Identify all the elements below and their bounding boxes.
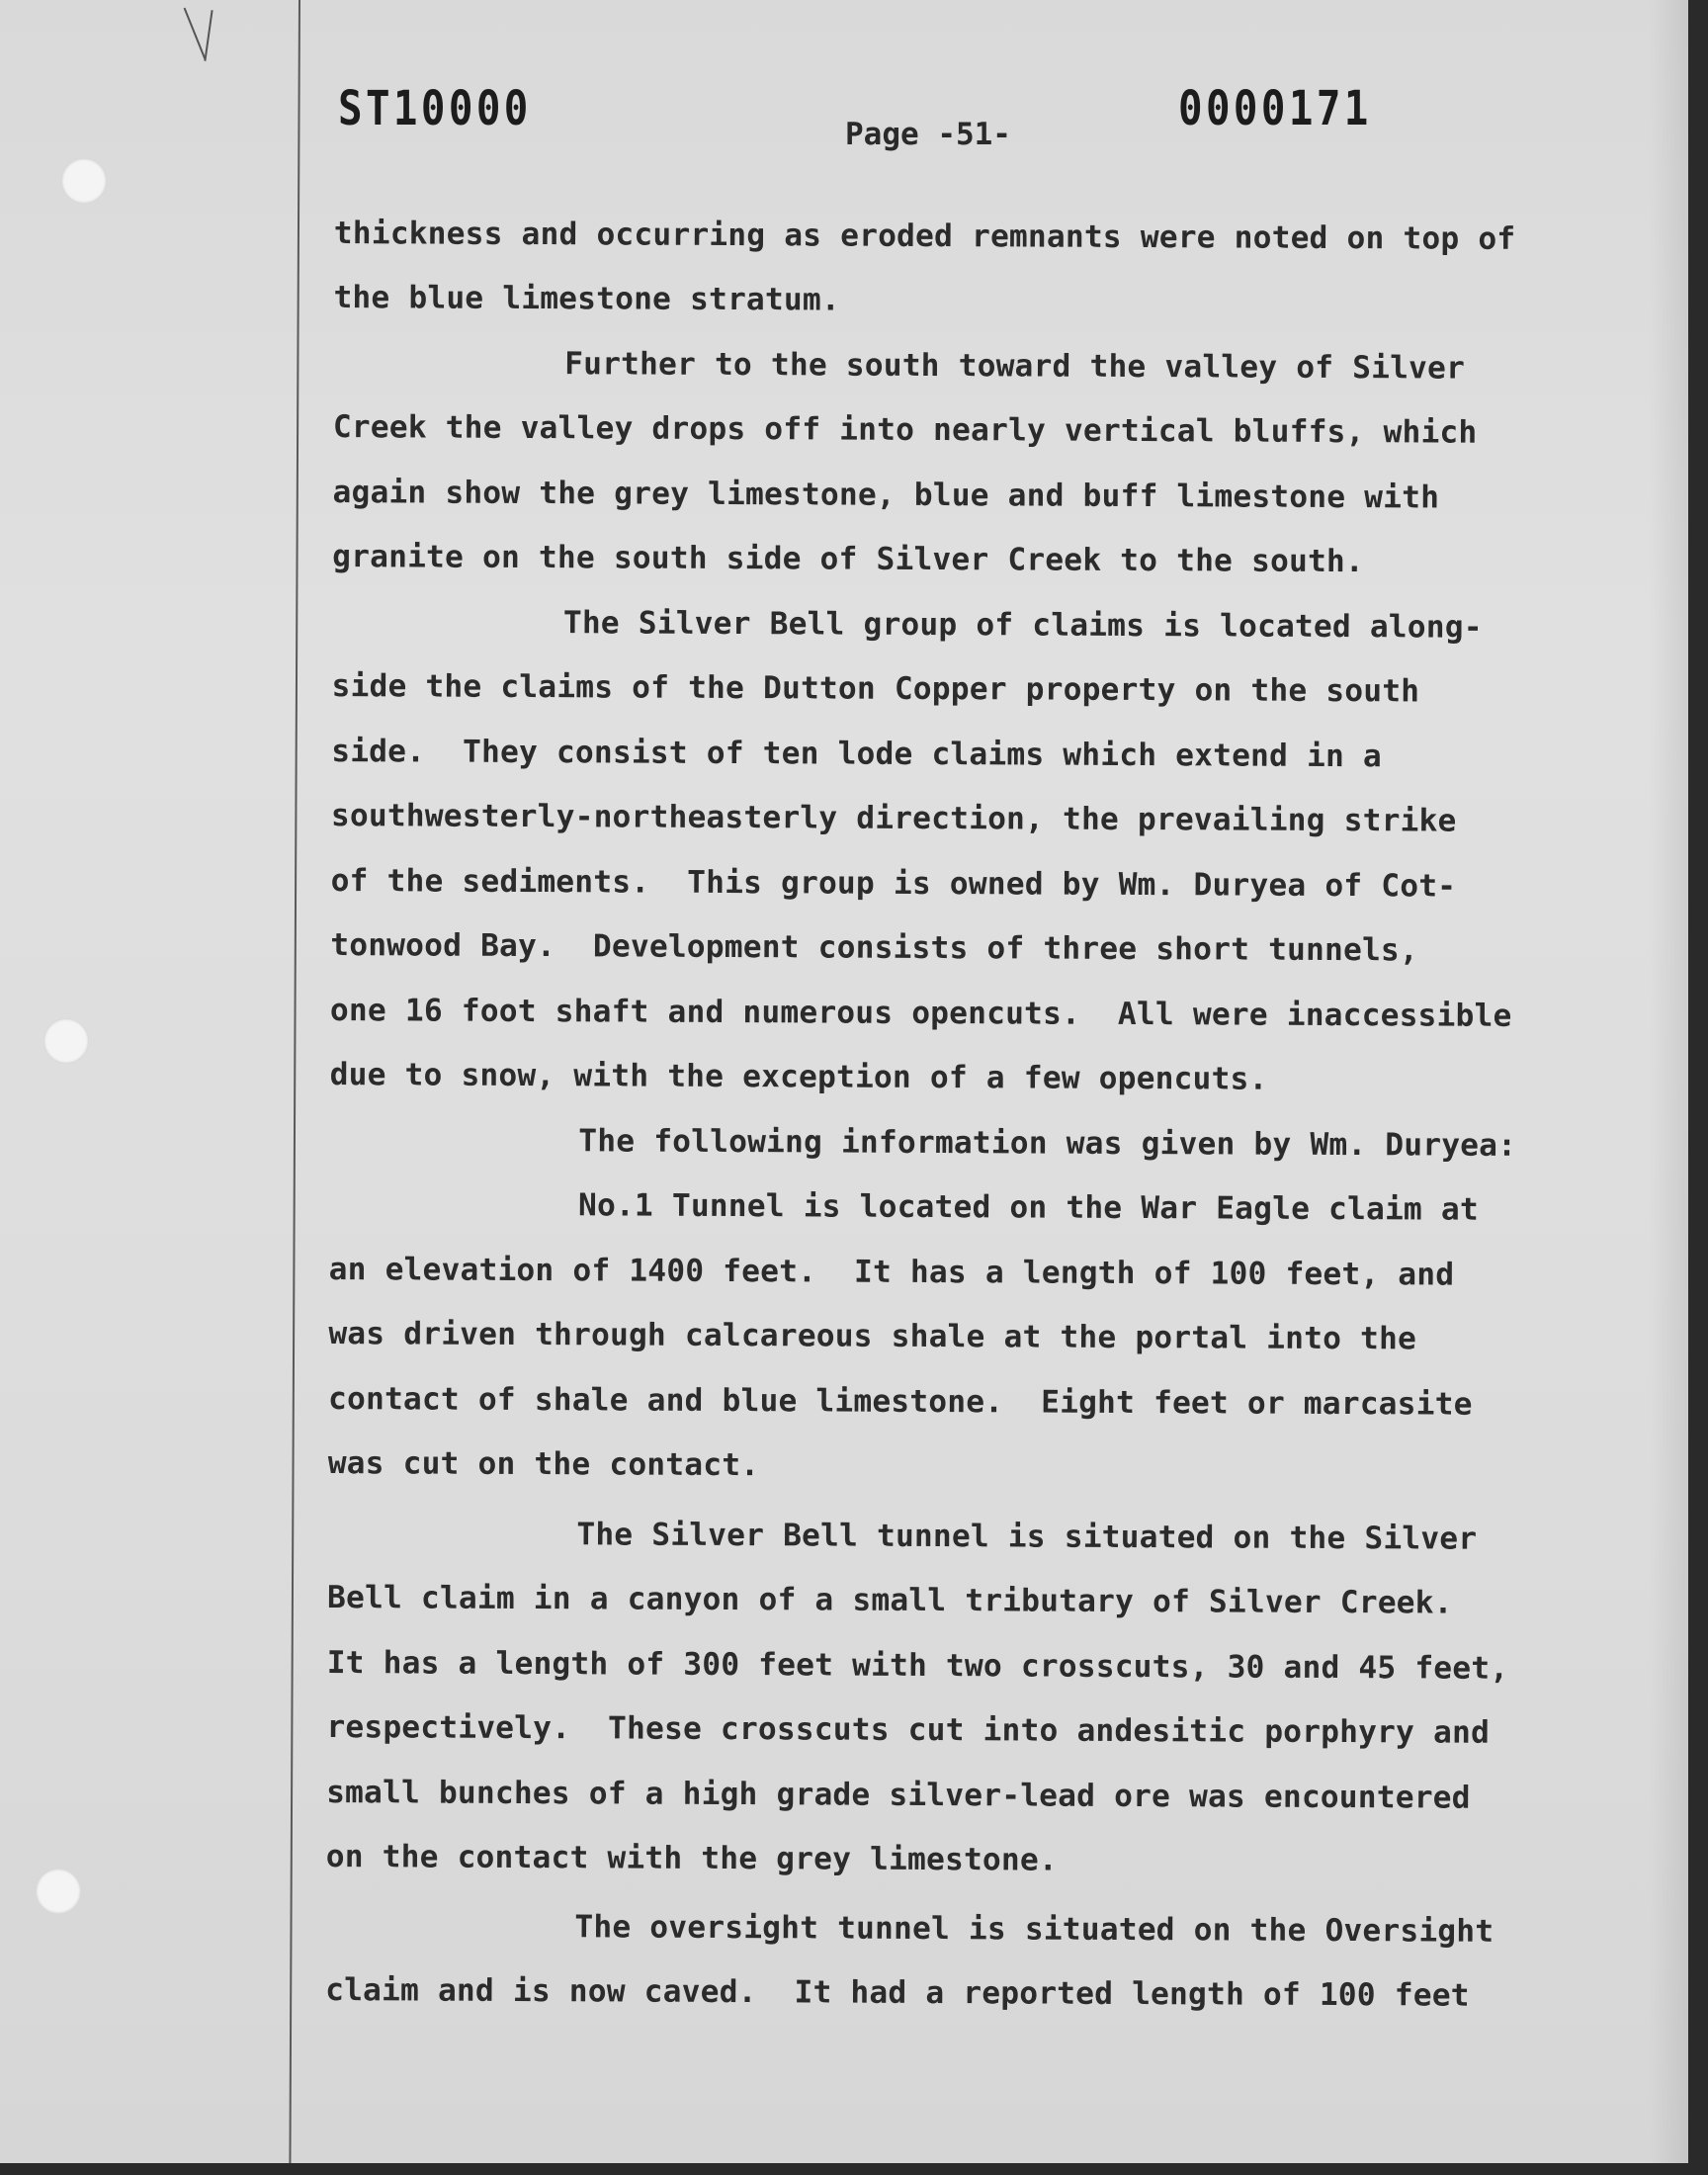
- text-line: was driven through calcareous shale at the portal into the: [328, 1316, 1417, 1357]
- text-line: side. They consist of ten lode claims which extend in a: [331, 734, 1383, 775]
- text-line: The following information was given by Wm. Duryea:: [578, 1123, 1517, 1164]
- text-line: The oversight tunnel is situated on the Oversight: [574, 1909, 1494, 1950]
- text-line: claim and is now caved. It had a reported length of 100 feet: [325, 1972, 1470, 2014]
- document-number-stamp-left: ST10000: [338, 81, 532, 136]
- text-line: was cut on the contact.: [327, 1445, 760, 1484]
- text-line: granite on the south side of Silver Creek to the south.: [332, 539, 1365, 580]
- text-line: thickness and occurring as eroded remnants were noted on top of: [333, 216, 1516, 257]
- text-line: the blue limestone stratum.: [333, 280, 840, 318]
- text-line: No.1 Tunnel is located on the War Eagle claim at: [577, 1187, 1479, 1228]
- text-line: It has a length of 300 feet with two crosscuts, 30 and 45 feet,: [326, 1645, 1509, 1687]
- text-line: an elevation of 1400 feet. It has a length of 100 feet, and: [328, 1252, 1455, 1293]
- document-number-stamp-right: 0000171: [1178, 81, 1372, 136]
- text-line: Bell claim in a canyon of a small tributary of Silver Creek.: [326, 1580, 1453, 1621]
- text-line: tonwood Bay. Development consists of three short tunnels,: [330, 927, 1419, 969]
- text-line: southwesterly-northeasterly direction, the prevailing strike: [330, 798, 1457, 839]
- text-line: one 16 foot shaft and numerous opencuts. All were inaccessible: [329, 993, 1512, 1034]
- text-line: Creek the valley drops off into nearly vertical bluffs, which: [332, 409, 1478, 451]
- text-line: on the contact with the grey limestone.: [325, 1839, 1058, 1878]
- text-line: again show the grey limestone, blue and buff limestone with: [332, 475, 1440, 516]
- text-line: Further to the south toward the valley of Silver: [564, 346, 1466, 387]
- text-line: The Silver Bell group of claims is located along-: [562, 605, 1483, 646]
- text-line: The Silver Bell tunnel is situated on the Silver: [576, 1517, 1478, 1557]
- text-line: contact of shale and blue limestone. Eight feet or marcasite: [327, 1381, 1473, 1423]
- text-line: small bunches of a high grade silver-lead ore was encountered: [326, 1775, 1471, 1816]
- text-line: of the sediments. This group is owned by Wm. Duryea of Cot-: [330, 863, 1457, 905]
- text-line: respectively. These crosscuts cut into andesitic porphyry and: [326, 1709, 1491, 1751]
- text-line: due to snow, with the exception of a few opencuts.: [329, 1057, 1268, 1097]
- text-line: side the claims of the Dutton Copper property on the south: [331, 668, 1420, 710]
- page-number: Page -51-: [845, 117, 1011, 152]
